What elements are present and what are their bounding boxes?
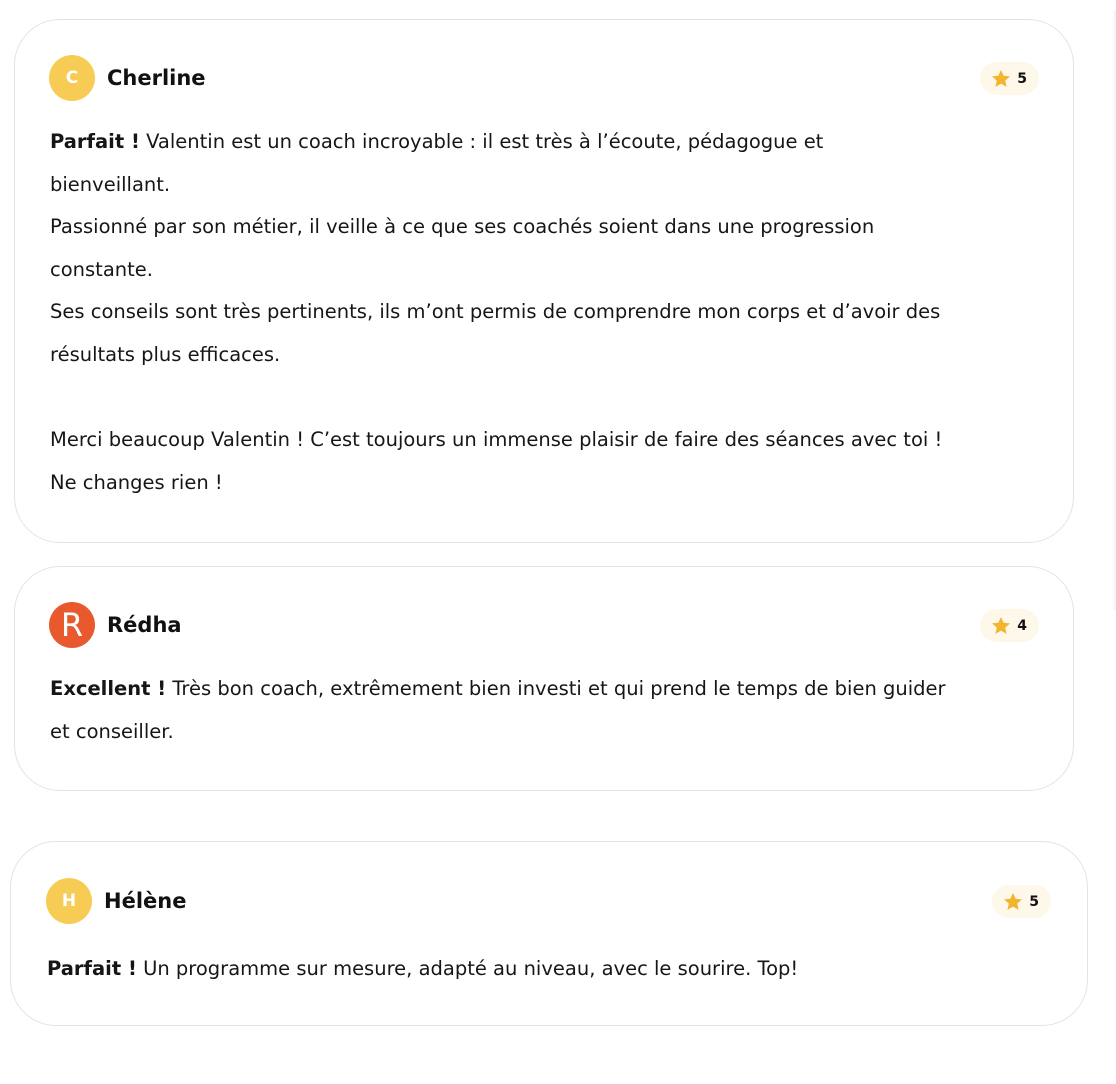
review-header	[49, 602, 1039, 648]
review-line: et conseiller.	[50, 719, 174, 743]
review-title: Excellent !	[50, 677, 167, 700]
review-text	[50, 121, 1043, 504]
rating-badge	[980, 62, 1039, 95]
avatar: C	[49, 55, 95, 101]
review-text	[50, 668, 1043, 753]
review-card	[14, 19, 1074, 543]
rating-value: 4	[1017, 617, 1027, 634]
review-line: résultats plus efficaces.	[50, 342, 281, 366]
reviewer-name: Hélène	[104, 889, 187, 913]
review-title: Parfait !	[50, 130, 140, 153]
avatar: H	[46, 878, 92, 924]
review-line	[50, 121, 1043, 164]
rating-badge	[992, 885, 1051, 918]
review-line-text: Très bon coach, extrêmement bien investi et qui prend le temps de bien guider	[172, 677, 946, 700]
star-icon	[990, 615, 1012, 637]
review-line	[47, 948, 1057, 991]
review-line: Ses conseils sont très pertinents, ils m’ont permis de comprendre mon corps et d’avoir des	[50, 300, 941, 324]
star-icon	[990, 68, 1012, 90]
reviewer-name: Rédha	[107, 613, 182, 637]
rating-badge	[980, 609, 1039, 642]
review-card	[14, 566, 1074, 791]
review-blank-line	[50, 377, 1043, 420]
rating-value: 5	[1017, 70, 1027, 87]
review-line-text: Valentin est un coach incroyable : il est très à l’écoute, pédagogue et	[146, 130, 824, 153]
review-header	[49, 55, 1039, 101]
review-line: Passionné par son métier, il veille à ce que ses coachés soient dans une progression	[50, 215, 875, 239]
page-edge-shadow	[1112, 10, 1116, 610]
review-header	[46, 878, 1051, 924]
reviewer-name: Cherline	[107, 66, 206, 90]
review-line: bienveillant.	[50, 172, 171, 196]
review-line: Ne changes rien !	[50, 470, 223, 494]
review-line: Merci beaucoup Valentin ! C’est toujours un immense plaisir de faire des séances avec toi !	[50, 428, 943, 452]
review-text	[47, 948, 1057, 991]
avatar: R	[49, 602, 95, 648]
rating-value: 5	[1029, 893, 1039, 910]
review-card	[10, 841, 1088, 1026]
review-line-text: Un programme sur mesure, adapté au niveau, avec le sourire. Top!	[143, 957, 799, 980]
review-line: constante.	[50, 257, 153, 281]
star-icon	[1002, 891, 1024, 913]
review-line	[50, 668, 1043, 711]
review-title: Parfait !	[47, 957, 137, 980]
